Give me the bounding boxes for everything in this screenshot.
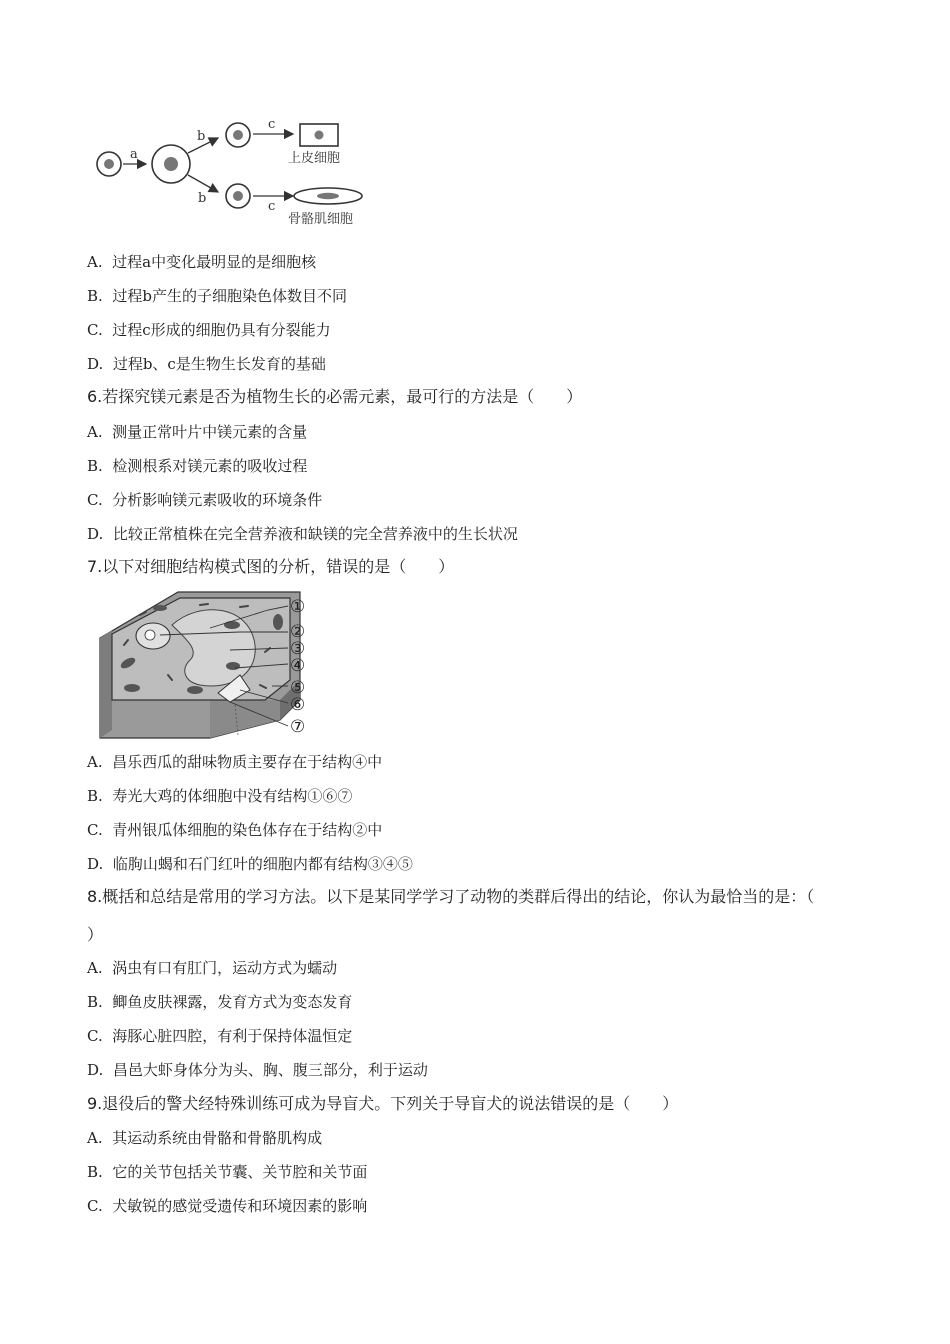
cell-daughter-top [226,123,250,147]
cell-label-1: ① [290,597,306,617]
q5-option-c[interactable]: C. 过程c形成的细胞仍具有分裂能力 [87,321,331,339]
label-a: a [130,147,138,162]
epithelial-cell-label: 上皮细胞 [288,151,341,166]
q6-option-d[interactable]: D. 比较正常植株在完全营养液和缺镁的完全营养液中的生长状况 [87,525,518,543]
q5-option-d[interactable]: D. 过程b、c是生物生长发育的基础 [87,355,326,373]
cell-label-5: ⑤ [290,678,306,698]
q8-option-d[interactable]: D. 昌邑大虾身体分为头、胸、腹三部分，利于运动 [87,1061,428,1079]
q5-option-b[interactable]: B. 过程b产生的子细胞染色体数目不同 [87,287,347,305]
label-b-top: b [197,129,206,144]
q7-option-b[interactable]: B. 寿光大鸡的体细胞中没有结构①⑥⑦ [87,787,353,805]
q7-stem: 7.以下对细胞结构模式图的分析，错误的是（ ） [87,557,455,576]
q6-option-b[interactable]: B. 检测根系对镁元素的吸收过程 [87,457,308,475]
cell-initial [97,152,121,176]
skeletal-muscle-cell-label: 骨骼肌细胞 [288,212,354,227]
cell-label-3: ③ [290,639,306,659]
arrow-b-bottom [188,175,218,192]
q8-option-b[interactable]: B. 鲫鱼皮肤裸露，发育方式为变态发育 [87,993,353,1011]
q6-stem: 6.若探究镁元素是否为植物生长的必需元素，最可行的方法是（ ） [87,387,583,406]
q5-option-a[interactable]: A. 过程a中变化最明显的是细胞核 [87,253,317,271]
q8-stem: 8.概括和总结是常用的学习方法。以下是某同学学习了动物的类群后得出的结论，你认为最恰当的是：（ [87,887,815,906]
cell-label-4: ④ [290,656,306,676]
plant-cell-figure [90,590,320,740]
q7-option-d[interactable]: D. 临朐山蝎和石门红叶的细胞内都有结构③④⑤ [87,855,413,873]
q8-option-a[interactable]: A. 涡虫有口有肛门，运动方式为蠕动 [87,959,338,977]
cell-label-6: ⑥ [290,695,306,715]
q8-option-c[interactable]: C. 海豚心脏四腔，有利于保持体温恒定 [87,1027,353,1045]
q9-option-c[interactable]: C. 犬敏锐的感觉受遗传和环境因素的影响 [87,1197,368,1215]
skeletal-muscle-cell [294,188,362,204]
cell-differentiation-figure [90,112,390,237]
q7-option-a[interactable]: A. 昌乐西瓜的甜味物质主要存在于结构④中 [87,753,383,771]
cell-label-2: ② [290,622,306,642]
q6-option-a[interactable]: A. 测量正常叶片中镁元素的含量 [87,423,308,441]
label-c-bottom: c [268,199,276,214]
q9-option-a[interactable]: A. 其运动系统由骨骼和骨骼肌构成 [87,1129,323,1147]
label-b-bottom: b [198,191,207,206]
cell-grown [152,145,190,183]
q8-stem-cont: ） [87,925,104,944]
q9-option-b[interactable]: B. 它的关节包括关节囊、关节腔和关节面 [87,1163,368,1181]
epithelial-cell [300,124,338,146]
q9-stem: 9.退役后的警犬经特殊训练可成为导盲犬。下列关于导盲犬的说法错误的是（ ） [87,1094,679,1113]
q6-option-c[interactable]: C. 分析影响镁元素吸收的环境条件 [87,491,323,509]
cell-label-7: ⑦ [290,717,306,737]
cell-daughter-bottom [226,184,250,208]
q7-option-c[interactable]: C. 青州银瓜体细胞的染色体存在于结构②中 [87,821,383,839]
label-c-top: c [268,117,276,132]
